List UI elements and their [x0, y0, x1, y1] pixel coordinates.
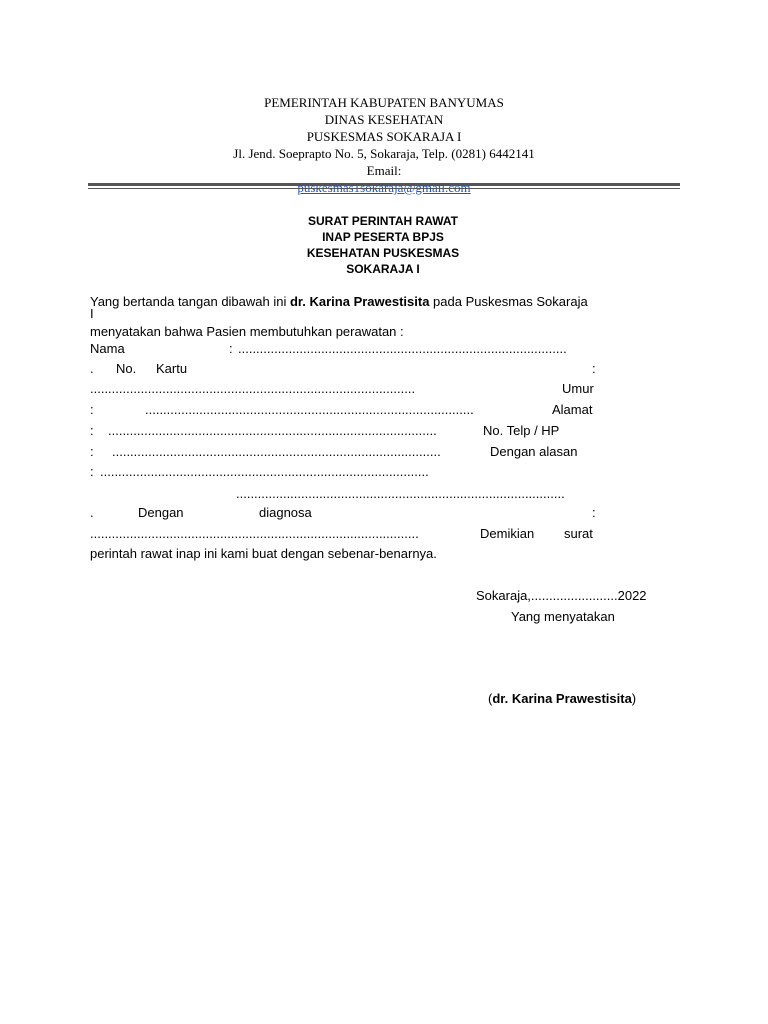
signer-name: dr. Karina Prawestisita	[492, 691, 632, 706]
telp-label: No. Telp / HP	[483, 423, 560, 438]
intro-line	[90, 294, 588, 310]
intro-doctor-name: dr. Karina Prawestisita	[289, 294, 430, 309]
intro-statement: menyatakan bahwa Pasien membutuhkan perawatan :	[90, 324, 404, 339]
title-line-4: SOKARAJA I	[346, 262, 420, 276]
letterhead	[88, 94, 680, 196]
kartu-no: No.	[116, 361, 137, 376]
signer-role: Yang menyatakan	[511, 609, 615, 624]
title-line-3: KESEHATAN PUSKESMAS	[306, 246, 460, 260]
nama-colon: :	[229, 341, 233, 356]
diagnosa-colon: :	[592, 505, 596, 520]
kartu-colon: :	[592, 361, 596, 376]
diagnosa-dots: ...........................................................................................	[90, 526, 419, 541]
alasan-dots-2: ...........................................................................................	[236, 486, 565, 501]
kartu-dots: ..........................................................................................	[90, 381, 416, 396]
surat-word: surat	[564, 526, 593, 541]
diagnosa-dot: .	[90, 505, 94, 520]
diagnosa-label: diagnosa	[259, 505, 312, 520]
email-link[interactable]: puskesmas1sokaraja@gmail.com	[297, 180, 471, 195]
letterhead-department: DINAS KESEHATAN	[324, 112, 444, 127]
intro-prefix: Yang bertanda tangan dibawah ini	[90, 294, 290, 309]
signer-name-line	[488, 691, 636, 707]
telp-dots: ...........................................................................................	[112, 444, 441, 459]
telp-colon: :	[90, 444, 94, 459]
letterhead-divider-thick	[88, 183, 680, 186]
kartu-dot: .	[90, 361, 94, 376]
intro-suffix: pada Puskesmas Sokaraja	[429, 294, 588, 309]
place-date: Sokaraja,........................2022	[476, 588, 647, 603]
umur-colon: :	[90, 402, 94, 417]
signer-open-paren: (	[488, 691, 493, 706]
letterhead-divider-thin	[88, 188, 680, 189]
umur-label: Umur	[562, 381, 594, 396]
nama-dots: ...........................................................................................	[238, 341, 567, 356]
alasan-dots: ...........................................................................................	[100, 464, 429, 479]
title-line-2: INAP PESERTA BPJS	[322, 230, 444, 244]
intro-wrap: I	[90, 306, 94, 321]
alasan-colon: :	[90, 464, 94, 479]
letterhead-puskesmas: PUSKESMAS SOKARAJA I	[306, 129, 462, 144]
alamat-label: Alamat	[552, 402, 593, 417]
title-line-1: SURAT PERINTAH RAWAT	[308, 214, 458, 228]
umur-dots: ...........................................................................................	[145, 402, 474, 417]
letter-title	[220, 213, 546, 277]
letterhead-government: PEMERINTAH KABUPATEN BANYUMAS	[264, 95, 504, 110]
letterhead-address: Jl. Jend. Soeprapto No. 5, Sokaraja, Telp. (0281) 6442141	[233, 146, 535, 161]
letterhead-email-label: Email:	[366, 163, 402, 178]
demikian-word: Demikian	[480, 526, 535, 541]
alamat-colon: :	[90, 423, 94, 438]
diagnosa-dengan: Dengan	[138, 505, 184, 520]
alamat-dots: ...........................................................................................	[108, 423, 437, 438]
kartu-label: Kartu	[156, 361, 188, 376]
alasan-label: Dengan alasan	[490, 444, 578, 459]
closing-sentence: perintah rawat inap ini kami buat dengan sebenar-benarnya.	[90, 546, 437, 561]
signer-close-paren: )	[631, 691, 637, 706]
nama-label: Nama	[90, 341, 125, 356]
